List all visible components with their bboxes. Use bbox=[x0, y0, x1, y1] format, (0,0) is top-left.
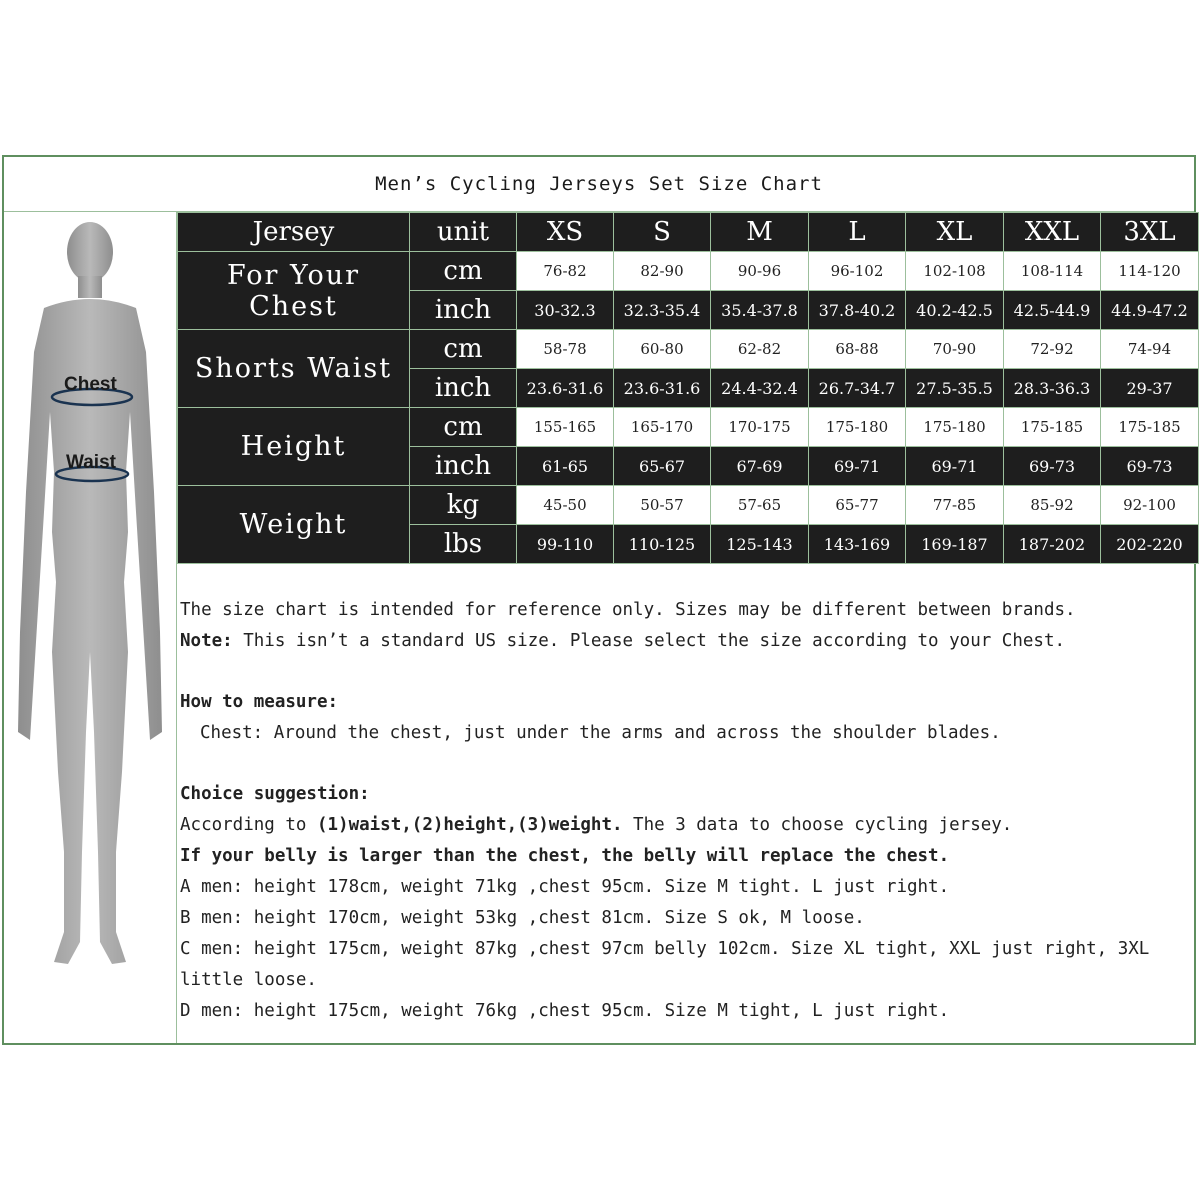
waist-label: Waist bbox=[66, 452, 116, 473]
table-row bbox=[178, 252, 1199, 291]
value-cell: 125-143 bbox=[711, 525, 809, 564]
value-cell: 23.6-31.6 bbox=[614, 369, 711, 408]
value-cell: 69-71 bbox=[906, 447, 1004, 486]
chart-title: Men’s Cycling Jerseys Set Size Chart bbox=[375, 173, 823, 195]
note-text: This isn’t a standard US size. Please select the size according to your Chest. bbox=[232, 631, 1066, 651]
unit-cell: cm bbox=[410, 408, 517, 447]
table-row bbox=[178, 486, 1199, 525]
value-cell: 165-170 bbox=[614, 408, 711, 447]
value-cell: 82-90 bbox=[614, 252, 711, 291]
value-cell: 61-65 bbox=[517, 447, 614, 486]
table-row bbox=[178, 330, 1199, 369]
value-cell: 69-73 bbox=[1101, 447, 1199, 486]
body-figure-panel bbox=[4, 212, 177, 1043]
value-cell: 202-220 bbox=[1101, 525, 1199, 564]
value-cell: 175-180 bbox=[906, 408, 1004, 447]
unit-cell: inch bbox=[410, 291, 517, 330]
reference-note: The size chart is intended for reference only. Sizes may be different between brands. bbox=[180, 600, 1076, 620]
value-cell: 74-94 bbox=[1101, 330, 1199, 369]
jersey-header: Jersey bbox=[178, 213, 410, 252]
value-cell: 85-92 bbox=[1004, 486, 1101, 525]
size-header: M bbox=[711, 213, 809, 252]
belly-rule: If your belly is larger than the chest, the belly will replace the chest. bbox=[180, 846, 950, 866]
value-cell: 70-90 bbox=[906, 330, 1004, 369]
value-cell: 155-165 bbox=[517, 408, 614, 447]
unit-cell: cm bbox=[410, 252, 517, 291]
value-cell: 175-180 bbox=[809, 408, 906, 447]
value-cell: 110-125 bbox=[614, 525, 711, 564]
value-cell: 102-108 bbox=[906, 252, 1004, 291]
how-to-measure-text: Chest: Around the chest, just under the arms and across the shoulder blades. bbox=[200, 723, 1001, 743]
value-cell: 187-202 bbox=[1004, 525, 1101, 564]
value-cell: 60-80 bbox=[614, 330, 711, 369]
value-cell: 90-96 bbox=[711, 252, 809, 291]
value-cell: 29-37 bbox=[1101, 369, 1199, 408]
example-a: A men: height 178cm, weight 71kg ,chest 95cm. Size M tight. L just right. bbox=[180, 877, 950, 897]
value-cell: 69-73 bbox=[1004, 447, 1101, 486]
value-cell: 28.3-36.3 bbox=[1004, 369, 1101, 408]
unit-cell: inch bbox=[410, 369, 517, 408]
unit-cell: lbs bbox=[410, 525, 517, 564]
value-cell: 45-50 bbox=[517, 486, 614, 525]
value-cell: 77-85 bbox=[906, 486, 1004, 525]
category-chest: For Your Chest bbox=[178, 252, 410, 330]
value-cell: 69-71 bbox=[809, 447, 906, 486]
value-cell: 32.3-35.4 bbox=[614, 291, 711, 330]
size-header: 3XL bbox=[1101, 213, 1199, 252]
example-d: D men: height 175cm, weight 76kg ,chest 95cm. Size M tight, L just right. bbox=[180, 1001, 950, 1021]
value-cell: 92-100 bbox=[1101, 486, 1199, 525]
size-chart-frame bbox=[2, 155, 1196, 1045]
value-cell: 23.6-31.6 bbox=[517, 369, 614, 408]
value-cell: 35.4-37.8 bbox=[711, 291, 809, 330]
unit-header: unit bbox=[410, 213, 517, 252]
value-cell: 62-82 bbox=[711, 330, 809, 369]
according-line: According to (1)waist,(2)height,(3)weight. The 3 data to choose cycling jersey. bbox=[180, 815, 1013, 835]
value-cell: 30-32.3 bbox=[517, 291, 614, 330]
choice-suggestion-heading: Choice suggestion: bbox=[180, 784, 370, 804]
value-cell: 170-175 bbox=[711, 408, 809, 447]
size-header: XL bbox=[906, 213, 1004, 252]
category-weight: Weight bbox=[178, 486, 410, 564]
category-height: Height bbox=[178, 408, 410, 486]
value-cell: 108-114 bbox=[1004, 252, 1101, 291]
title-row bbox=[4, 157, 1194, 212]
value-cell: 40.2-42.5 bbox=[906, 291, 1004, 330]
value-cell: 96-102 bbox=[809, 252, 906, 291]
value-cell: 44.9-47.2 bbox=[1101, 291, 1199, 330]
how-to-measure-heading: How to measure: bbox=[180, 692, 339, 712]
size-header: XXL bbox=[1004, 213, 1101, 252]
example-c: C men: height 175cm, weight 87kg ,chest 97cm belly 102cm. Size XL tight, XXL just right, 3XL little loose. bbox=[180, 939, 1150, 990]
value-cell: 65-77 bbox=[809, 486, 906, 525]
value-cell: 26.7-34.7 bbox=[809, 369, 906, 408]
size-table bbox=[177, 212, 1199, 564]
example-b: B men: height 170cm, weight 53kg ,chest 81cm. Size S ok, M loose. bbox=[180, 908, 865, 928]
table-row bbox=[178, 408, 1199, 447]
unit-cell: kg bbox=[410, 486, 517, 525]
value-cell: 169-187 bbox=[906, 525, 1004, 564]
category-shorts-waist: Shorts Waist bbox=[178, 330, 410, 408]
value-cell: 37.8-40.2 bbox=[809, 291, 906, 330]
value-cell: 58-78 bbox=[517, 330, 614, 369]
value-cell: 175-185 bbox=[1101, 408, 1199, 447]
size-header: S bbox=[614, 213, 711, 252]
value-cell: 175-185 bbox=[1004, 408, 1101, 447]
size-header: XS bbox=[517, 213, 614, 252]
value-cell: 114-120 bbox=[1101, 252, 1199, 291]
value-cell: 76-82 bbox=[517, 252, 614, 291]
value-cell: 42.5-44.9 bbox=[1004, 291, 1101, 330]
standard-note bbox=[180, 626, 1190, 657]
value-cell: 27.5-35.5 bbox=[906, 369, 1004, 408]
size-notes bbox=[180, 595, 1190, 1027]
value-cell: 72-92 bbox=[1004, 330, 1101, 369]
value-cell: 67-69 bbox=[711, 447, 809, 486]
value-cell: 143-169 bbox=[809, 525, 906, 564]
chest-label: Chest bbox=[64, 374, 117, 395]
value-cell: 24.4-32.4 bbox=[711, 369, 809, 408]
unit-cell: cm bbox=[410, 330, 517, 369]
value-cell: 57-65 bbox=[711, 486, 809, 525]
size-header: L bbox=[809, 213, 906, 252]
value-cell: 99-110 bbox=[517, 525, 614, 564]
unit-cell: inch bbox=[410, 447, 517, 486]
value-cell: 68-88 bbox=[809, 330, 906, 369]
size-header-row bbox=[178, 213, 1199, 252]
value-cell: 65-67 bbox=[614, 447, 711, 486]
body-silhouette-icon bbox=[4, 212, 176, 1043]
note-label: Note: bbox=[180, 631, 233, 651]
value-cell: 50-57 bbox=[614, 486, 711, 525]
